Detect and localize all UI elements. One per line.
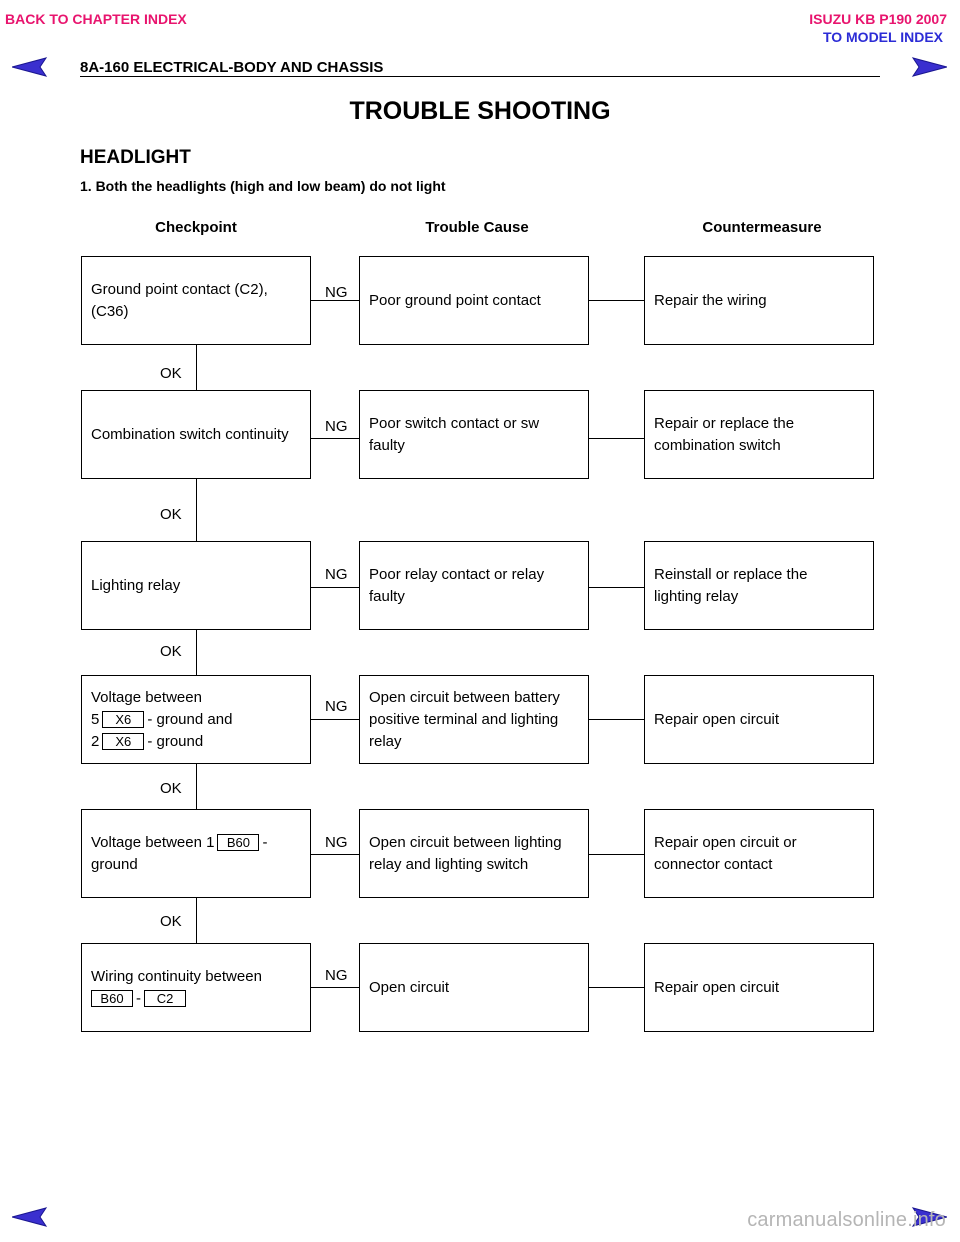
checkpoint-line-text: ground bbox=[91, 855, 138, 873]
column-header-trouble-cause: Trouble Cause bbox=[425, 219, 529, 236]
countermeasure-box bbox=[644, 390, 874, 479]
cause-box bbox=[359, 943, 589, 1032]
ng-label: NG bbox=[325, 967, 348, 984]
checkpoint-box bbox=[81, 943, 311, 1032]
section-header: 8A-160 ELECTRICAL-BODY AND CHASSIS bbox=[80, 59, 384, 76]
pin-number: 2 bbox=[91, 732, 100, 750]
ng-label: NG bbox=[325, 566, 348, 583]
cause-box bbox=[359, 541, 589, 630]
ng-label: NG bbox=[325, 698, 348, 715]
cause-to-countermeasure-line bbox=[589, 438, 645, 439]
connector-tag: B60 bbox=[91, 990, 133, 1007]
to-model-index-link[interactable]: TO MODEL INDEX bbox=[822, 29, 943, 45]
cause-text: Open circuit between battery positive terminal and lighting relay bbox=[369, 688, 560, 750]
connector-tag: X6 bbox=[102, 733, 144, 750]
cause-text: Poor ground point contact bbox=[369, 291, 541, 309]
checkpoint-text bbox=[91, 687, 232, 753]
checkpoint-line bbox=[91, 731, 232, 753]
checkpoint-line bbox=[91, 854, 267, 876]
checkpoint-text: Ground point contact (C2), (C36) bbox=[91, 280, 268, 320]
checkpoint-box bbox=[81, 390, 311, 479]
checkpoint-line-text: Wiring continuity between bbox=[91, 967, 262, 985]
ok-label: OK bbox=[160, 780, 182, 797]
model-title: ISUZU KB P190 2007 bbox=[809, 11, 947, 27]
checkpoint-text: Lighting relay bbox=[91, 576, 181, 594]
checkpoint-line bbox=[91, 966, 262, 988]
checkpoint-box bbox=[81, 256, 311, 345]
checkpoint-line-text: - bbox=[262, 833, 268, 851]
cause-box bbox=[359, 256, 589, 345]
ok-connector-line bbox=[196, 629, 197, 675]
ok-label: OK bbox=[160, 365, 182, 382]
page-title: TROUBLE SHOOTING bbox=[349, 97, 611, 125]
checkpoint-line bbox=[91, 687, 232, 709]
cause-text: Poor relay contact or relay faulty bbox=[369, 565, 545, 605]
checkpoint-line bbox=[91, 988, 262, 1010]
cause-text: Open circuit between lighting relay and lighting switch bbox=[369, 833, 562, 873]
checkpoint-box bbox=[81, 809, 311, 898]
left-arrow-icon[interactable] bbox=[12, 1206, 48, 1228]
back-to-chapter-index-link[interactable]: BACK TO CHAPTER INDEX bbox=[5, 11, 187, 27]
countermeasure-box bbox=[644, 809, 874, 898]
header-rule bbox=[80, 76, 880, 77]
column-header-checkpoint: Checkpoint bbox=[155, 219, 237, 236]
ng-label: NG bbox=[325, 418, 348, 435]
cause-text: Poor switch contact or sw faulty bbox=[369, 414, 540, 454]
ng-connector-line bbox=[311, 587, 360, 588]
connector-tag: C2 bbox=[144, 990, 186, 1007]
ng-connector-line bbox=[311, 987, 360, 988]
checkpoint-text: Combination switch continuity bbox=[91, 425, 289, 443]
cause-box bbox=[359, 809, 589, 898]
checkpoint-line-text: - ground bbox=[147, 732, 204, 750]
ok-label: OK bbox=[160, 506, 182, 523]
ok-connector-line bbox=[196, 897, 197, 943]
countermeasure-box bbox=[644, 541, 874, 630]
pin-number: 5 bbox=[91, 710, 100, 728]
countermeasure-box bbox=[644, 943, 874, 1032]
countermeasure-text: Repair open circuit bbox=[654, 978, 780, 996]
cause-to-countermeasure-line bbox=[589, 854, 645, 855]
cause-to-countermeasure-line bbox=[589, 719, 645, 720]
countermeasure-text: Repair open circuit bbox=[654, 710, 780, 728]
connector-tag: B60 bbox=[217, 834, 259, 851]
ok-connector-line bbox=[196, 763, 197, 809]
watermark: carmanualsonline.info bbox=[747, 1209, 946, 1231]
cause-box bbox=[359, 675, 589, 764]
ok-connector-line bbox=[196, 344, 197, 390]
countermeasure-text: Repair or replace the combination switch bbox=[654, 414, 795, 454]
problem-statement: 1. Both the headlights (high and low beam) do not light bbox=[80, 178, 446, 194]
checkpoint-line bbox=[91, 709, 232, 731]
cause-to-countermeasure-line bbox=[589, 987, 645, 988]
checkpoint-text bbox=[91, 832, 267, 876]
cause-to-countermeasure-line bbox=[589, 300, 645, 301]
cause-text: Open circuit bbox=[369, 978, 450, 996]
checkpoint-box bbox=[81, 541, 311, 630]
checkpoint-line-text: - bbox=[136, 989, 141, 1007]
cause-to-countermeasure-line bbox=[589, 587, 645, 588]
checkpoint-line-text: Voltage between 1 bbox=[91, 833, 215, 851]
countermeasure-text: Repair open circuit or connector contact bbox=[654, 833, 797, 873]
ng-connector-line bbox=[311, 719, 360, 720]
connector-tag: X6 bbox=[102, 711, 144, 728]
ok-label: OK bbox=[160, 643, 182, 660]
checkpoint-line bbox=[91, 832, 267, 854]
countermeasure-text: Reinstall or replace the lighting relay bbox=[654, 565, 808, 605]
countermeasure-text: Repair the wiring bbox=[654, 291, 767, 309]
ok-connector-line bbox=[196, 478, 197, 541]
checkpoint-text bbox=[91, 966, 262, 1010]
cause-box bbox=[359, 390, 589, 479]
checkpoint-box bbox=[81, 675, 311, 764]
section-subtitle: HEADLIGHT bbox=[80, 147, 191, 168]
checkpoint-line-text: Voltage between bbox=[91, 688, 202, 706]
column-header-countermeasure: Countermeasure bbox=[702, 219, 822, 236]
right-arrow-icon[interactable] bbox=[911, 56, 947, 78]
ng-connector-line bbox=[311, 854, 360, 855]
left-arrow-icon[interactable] bbox=[12, 56, 48, 78]
countermeasure-box bbox=[644, 675, 874, 764]
countermeasure-box bbox=[644, 256, 874, 345]
ng-label: NG bbox=[325, 834, 348, 851]
checkpoint-line-text: - ground and bbox=[147, 710, 233, 728]
ng-connector-line bbox=[311, 438, 360, 439]
ok-label: OK bbox=[160, 913, 182, 930]
ng-label: NG bbox=[325, 284, 348, 301]
